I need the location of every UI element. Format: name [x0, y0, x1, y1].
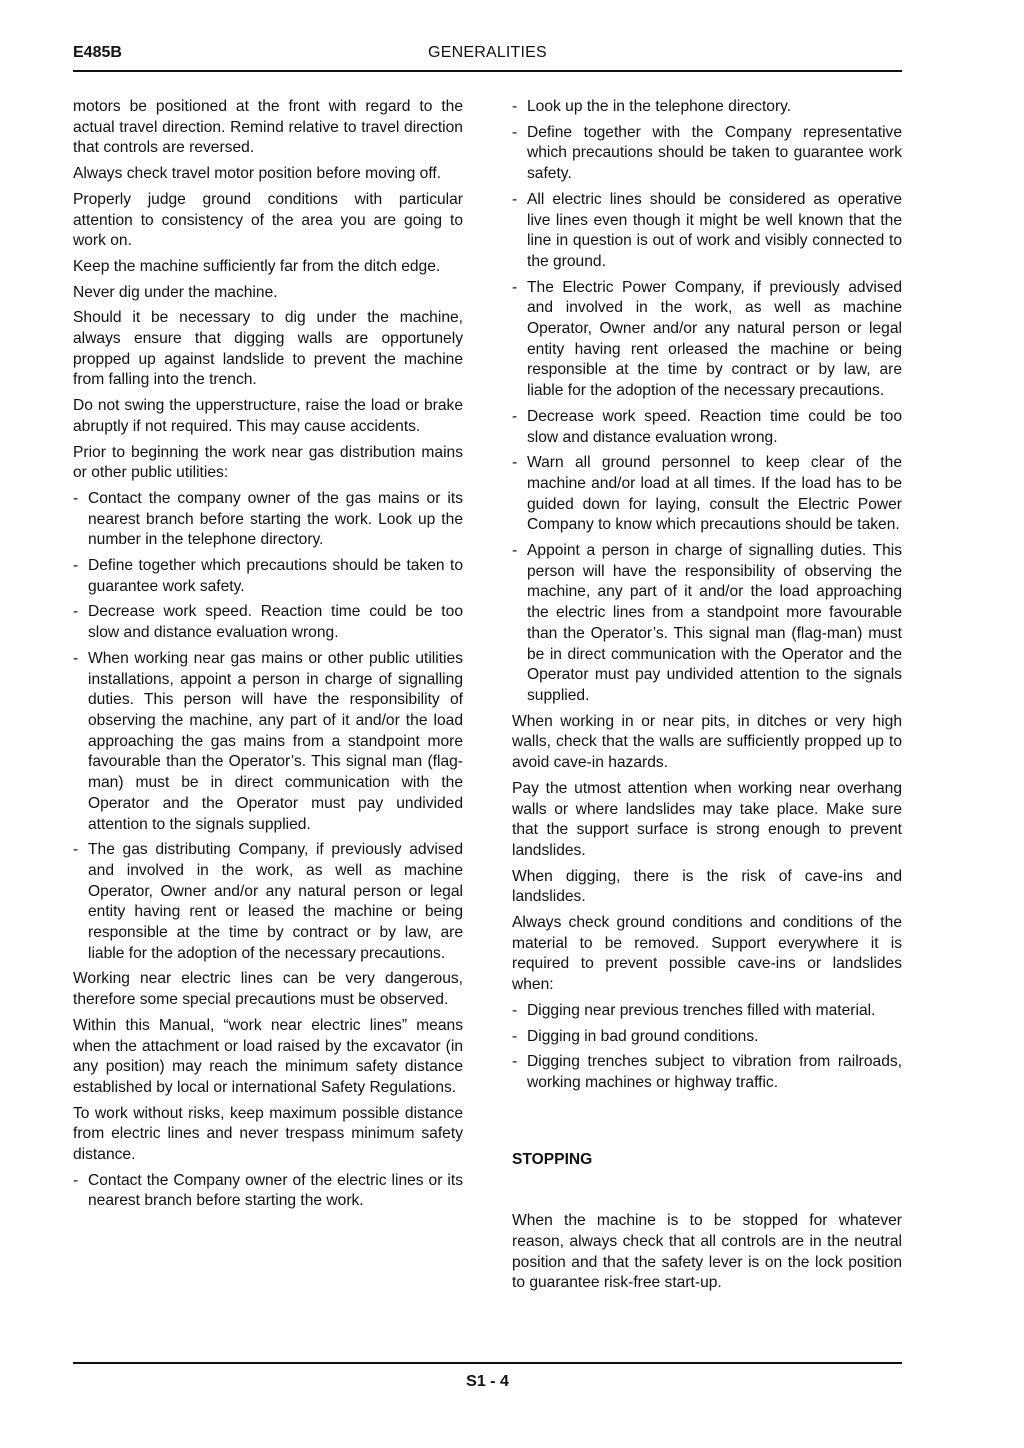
list-item: - Contact the company owner of the gas mains or its nearest branch before starting the work. Look up the number in the telephone directory.: [73, 489, 463, 551]
list-item: - The gas distributing Company, if previously advised and involved in the work, as well as machine Operator, Owner and/or any natural person or legal entity having rent or leased the machine or being responsible at the time by contract or by law, are liable for the adoption of the necessary precautions.: [73, 840, 463, 964]
paragraph: When working in or near pits, in ditches or very high walls, check that the walls are sufficiently propped up to avoid cave-in hazards.: [512, 712, 902, 772]
paragraph: Keep the machine sufficiently far from the ditch edge.: [73, 257, 441, 275]
paragraph: Do not swing the upperstructure, raise the load or brake abruptly if not required. This may cause accidents.: [73, 397, 463, 435]
section-title: GENERALITIES: [428, 44, 547, 61]
list-item: - Digging trenches subject to vibration from railroads, working machines or highway traffic.: [512, 1052, 902, 1093]
paragraph: When the machine is to be stopped for whatever reason, always check that all controls are in the neutral position and that the safety lever is on the lock position to guarantee risk-free start-up.: [512, 1212, 902, 1292]
page-footer: [73, 1362, 902, 1390]
page-header: [73, 42, 902, 72]
list-item: - All electric lines should be considered as operative live lines even though it might be well known that the line in question is out of work and visibly connected to the ground.: [512, 190, 902, 273]
paragraph: Properly judge ground conditions with particular attention to consistency of the area you are going to work on.: [73, 190, 463, 250]
paragraph: Working near electric lines can be very dangerous, therefore some special precautions must be observed.: [73, 970, 463, 1009]
paragraph: Always check travel motor position before moving off.: [73, 165, 442, 183]
list-item: - The Electric Power Company, if previously advised and involved in the work, as well as machine Operator, Owner and/or any natural person or legal entity having rent orleased the machine or being responsible at the time by contract or by law, are liable for the adoption of the necessary precautions.: [512, 278, 902, 402]
list-item: - Appoint a person in charge of signalling duties. This person will have the responsibility of observing the machine, any part of it and/or the load approaching the electric lines from a standpoint more favourable than the Operator’s. This signal man (flag-man) must be in direct communication with the Operator and the Operator must pay undivided attention to the signals supplied.: [512, 541, 902, 707]
paragraph: motors be positioned at the front with regard to the actual travel direction. Remind relative to travel direction that controls are reversed.: [73, 98, 463, 157]
list-item: - Warn all ground personnel to keep clear of the machine and/or load at all times. If the load has to be guided down for laying, consult the Electric Power Company to know which precautions should be taken.: [512, 453, 902, 536]
paragraph: When digging, there is the risk of cave-ins and landslides.: [512, 867, 902, 906]
list-item: - Contact the Company owner of the electric lines or its nearest branch before starting the work.: [73, 1171, 463, 1212]
paragraph: Should it be necessary to dig under the machine, always ensure that digging walls are opportunely propped up against landslide to prevent the machine from falling into the trench.: [73, 309, 463, 389]
section-heading: STOPPING: [512, 1150, 593, 1168]
list-item: - Look up the in the telephone directory.: [512, 97, 902, 118]
page-number: S1 - 4: [466, 1373, 509, 1390]
list-item: - Decrease work speed. Reaction time could be too slow and distance evaluation wrong.: [512, 407, 902, 448]
list-item: - When working near gas mains or other public utilities installations, appoint a person in charge of signalling duties. This person will have the responsibility of observing the machine, any part of it and/or the load approaching the gas mains from a standpoint more favourable than the Operator’s. This signal man (flag-man) must be in direct communication with the Operator and the Operator must pay undivided attention to the signals supplied.: [73, 649, 463, 835]
list-item: - Digging in bad ground conditions.: [512, 1027, 902, 1048]
paragraph: To work without risks, keep maximum possible distance from electric lines and never trespass minimum safety distance.: [73, 1104, 463, 1164]
model-label: E485B: [73, 44, 122, 61]
right-column: [512, 97, 902, 1299]
left-column: [73, 97, 463, 1217]
list-item: - Decrease work speed. Reaction time could be too slow and distance evaluation wrong.: [73, 602, 463, 643]
paragraph: Never dig under the machine.: [73, 283, 278, 301]
paragraph: Pay the utmost attention when working near overhang walls or where landslides may take place. Make sure that the support surface is strong enough to prevent landslides.: [512, 779, 902, 859]
list-item: - Define together which precautions should be taken to guarantee work safety.: [73, 556, 463, 597]
paragraph: Within this Manual, “work near electric lines” means when the attachment or load raised by the excavator (in any position) may reach the minimum safety distance established by local or international Safety Regulations.: [73, 1016, 463, 1096]
list-item: - Define together with the Company representative which precautions should be taken to guarantee work safety.: [512, 123, 902, 185]
paragraph: Prior to beginning the work near gas distribution mains or other public utilities:: [73, 443, 463, 482]
list-item: - Digging near previous trenches filled with material.: [512, 1001, 902, 1022]
paragraph: Always check ground conditions and conditions of the material to be removed. Support everywhere it is required to prevent possible cave-ins or landslides when:: [512, 914, 902, 994]
